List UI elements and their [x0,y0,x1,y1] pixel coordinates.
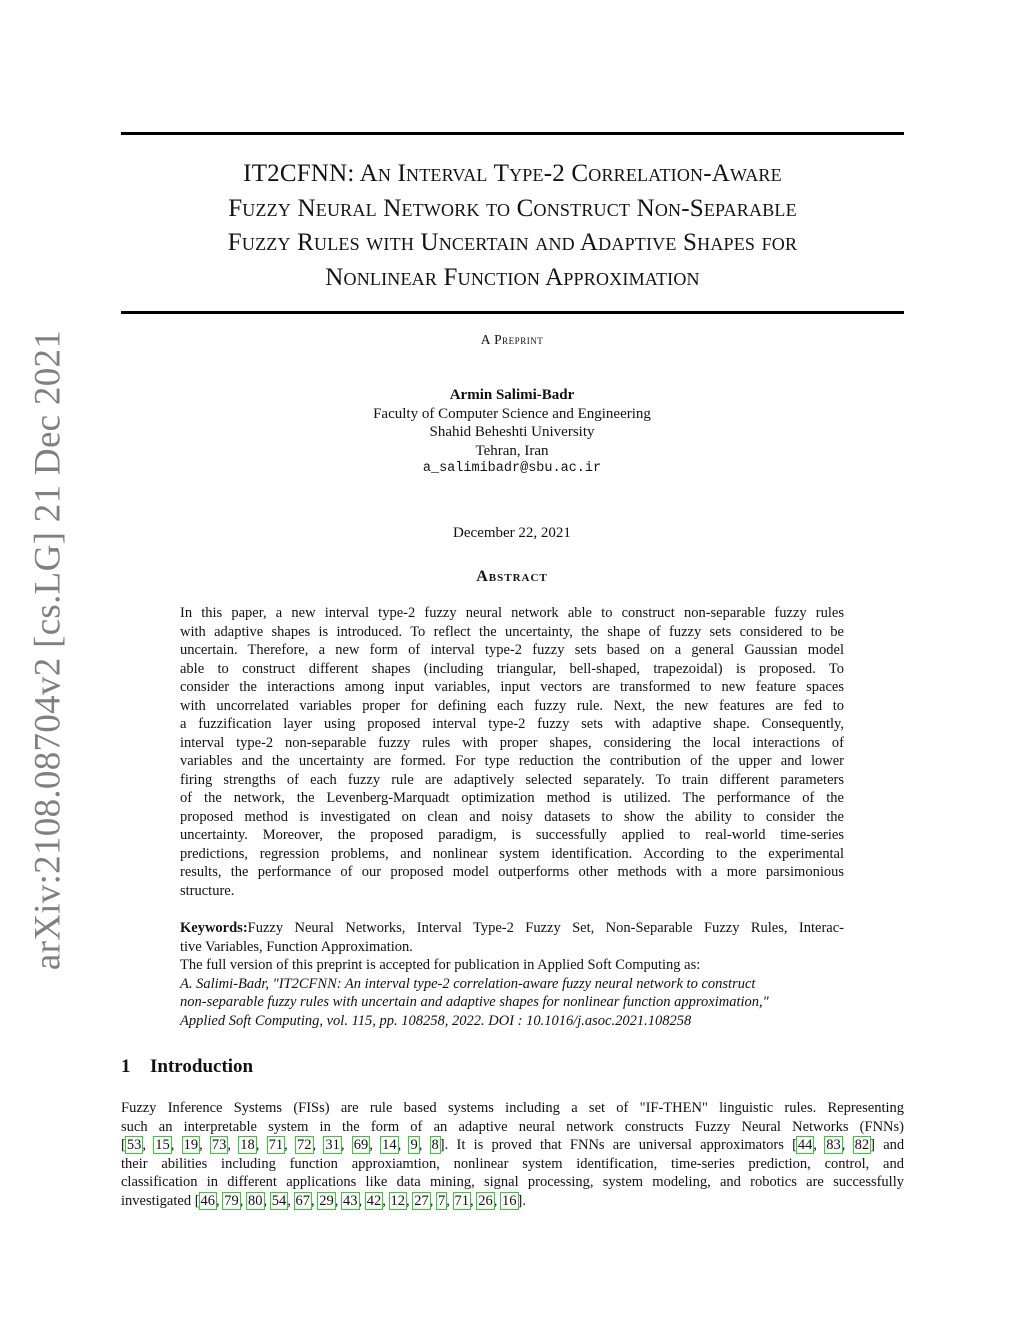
citation-link[interactable]: 16 [502,1192,517,1209]
author-city: Tehran, Iran [475,442,549,459]
author-university: Shahid Beheshti University [429,424,595,440]
citation-line: non-separable fuzzy rules with uncertain and adaptive shapes for nonlinear function approximation," [180,994,769,1010]
citation-link[interactable]: 19 [183,1137,199,1153]
keywords-line: tive Variables, Function Approximation. [180,938,413,955]
intro-text: It is proved that FNNs are universal approximators [456,1137,784,1153]
citation-link[interactable]: 54 [271,1192,287,1209]
citation-line: A. Salimi-Badr, "IT2CFNN: An interval type-2 correlation-aware fuzzy neural network to construct [180,975,756,992]
citation-group-c: 46, 79, 80, 54, 67, 29, 43, 42, 12, 27, 7, 71, 26, 16 [200,1192,517,1209]
abstract-line: a fuzzification layer using proposed interval type-2 fuzzy sets with adaptive shape. Consequently, [180,716,844,732]
paper-date: December 22, 2021 [453,525,571,541]
citation-link[interactable]: 12 [390,1192,406,1209]
author-name: Armin Salimi-Badr [449,387,575,403]
preprint-label: A Preprint [480,332,544,347]
abstract-line: proposed method is investigated on clean and noisy datasets to show the ability to consider the [180,808,844,825]
intro-line: investigated [46, 79, 80, 54, 67, 29, 43, 42, 12, 27, 7, 71, 26, 16]. [121,1192,527,1209]
citation-link[interactable]: 72 [297,1137,312,1153]
intro-line: classification in different applications like data mining, signal processing, system modeling, and robotics are successfully [121,1174,904,1190]
abstract-line: of the network, the Levenberg-Marquadt optimization method is utilized. The performance of the [180,790,844,806]
citation-link[interactable]: 71 [268,1137,284,1153]
abstract-line: structure. [180,882,235,899]
citation-link[interactable]: 79 [224,1192,239,1209]
citation-link[interactable]: 71 [454,1192,470,1209]
intro-line: their abilities including function approxiamtion, nonlinear system identification, time-series prediction, control, and [121,1155,904,1172]
citation-link[interactable]: 9 [410,1137,418,1153]
intro-text: investigated [121,1192,192,1209]
section-number: 1 [121,1056,131,1077]
abstract-line: consider the interactions among input variables, input vectors are transformed to new feature spaces [180,679,844,695]
citation-group-b: 44, 83, 82 [797,1137,870,1153]
abstract-line: able to construct different shapes (including triangular, bell-shaped, trapezoidal) is proposed. To [180,660,844,677]
title-line: Nonlinear Function Approximation [325,263,700,291]
keywords-line [180,919,844,938]
author-block [0,386,1024,479]
title-line: Fuzzy Neural Network to Construct Non-Separable [228,194,797,222]
citation-link[interactable]: 44 [797,1137,813,1153]
citation-link[interactable]: 80 [248,1192,263,1209]
publication-note: The full version of this preprint is accepted for publication in Applied Soft Computing as: [180,957,701,973]
citation-link[interactable]: 18 [240,1137,255,1153]
citation-link[interactable]: 43 [343,1192,358,1209]
title-line: Fuzzy Rules with Uncertain and Adaptive Shapes for [227,229,798,256]
keywords-block [180,919,844,1030]
introduction-paragraph [121,1099,904,1210]
citation-link[interactable]: 27 [414,1192,429,1209]
arxiv-identifier-stamp: arXiv:2108.08704v2 [cs.LG] 21 Dec 2021 [27,329,69,971]
abstract-body [180,604,844,900]
abstract-line: uncertainty. Moreover, the proposed paradigm, is successfully applied to real-world time-series [180,827,844,843]
abstract-line: interval type-2 non-separable fuzzy rules with proper shapes, considering the local interactions of [180,734,844,751]
abstract-line: variables and the uncertainty are formed. For type reduction the contribution of the upper and lower [180,753,844,769]
title-line: IT2CFNN: An Interval Type-2 Correlation-Aware [243,160,782,187]
citation-link[interactable]: 73 [211,1137,227,1153]
citation-link[interactable]: 14 [382,1137,397,1153]
abstract-line: with adaptive shapes is introduced. To reflect the uncertainty, the shape of fuzzy sets considered to be [180,623,844,640]
citation-link[interactable]: 82 [854,1137,870,1153]
citation-group-a: 53, 15, 19, 73, 18, 71, 72, 31, 69, 14, 9, 8 [126,1137,439,1153]
title-top-rule [121,132,904,135]
citation-link[interactable]: 69 [353,1137,369,1153]
citation-link[interactable]: 7 [438,1192,446,1209]
keywords-text: Fuzzy Neural Networks, Interval Type-2 Fuzzy Set, Non-Separable Fuzzy Rules, Interac- [247,920,844,936]
abstract-heading: Abstract [476,568,548,585]
citation-link[interactable]: 46 [200,1192,216,1209]
citation-link[interactable]: 53 [126,1137,142,1153]
section-heading [121,1056,253,1078]
author-faculty: Faculty of Computer Science and Engineering [373,405,651,422]
citation-link[interactable]: 8 [431,1137,439,1153]
paper-title [121,157,904,295]
citation-link[interactable]: 42 [366,1192,382,1209]
intro-line: [53, 15, 19, 73, 18, 71, 72, 31, 69, 14, 9, 8]. It is proved that FNNs are universal approximators [44, 83, 82] and [121,1137,905,1153]
keywords-label: Keywords: [180,920,248,936]
abstract-line: firing strengths of each fuzzy rule are adaptively selected separately. To train different parameters [180,771,844,788]
intro-text: and [883,1137,905,1153]
citation-link[interactable]: 26 [478,1192,493,1209]
abstract-line: predictions, regression problems, and nonlinear system identification. According to the experimental [180,845,844,862]
citation-line: Applied Soft Computing, vol. 115, pp. 108258, 2022. DOI : 10.1016/j.asoc.2021.108258 [180,1012,692,1029]
title-bottom-rule [121,311,904,314]
intro-line: Fuzzy Inference Systems (FISs) are rule based systems including a set of "IF-THEN" linguistic rules. Representing [121,1100,904,1116]
abstract-line: with uncorrelated variables proper for defining each fuzzy rule. Next, the new features are fed to [180,697,844,714]
citation-link[interactable]: 83 [826,1137,841,1153]
citation-link[interactable]: 29 [319,1192,334,1209]
section-title: Introduction [150,1056,254,1077]
author-email[interactable]: a_salimibadr@sbu.ac.ir [422,461,602,476]
citation-link[interactable]: 15 [155,1137,170,1153]
citation-link[interactable]: 67 [295,1192,311,1209]
abstract-line: uncertain. Therefore, a new form of interval type-2 fuzzy sets based on a general Gaussian model [180,642,844,658]
intro-line: such an interpretable system in the form of an adaptive neural network constructs Fuzzy Neural Networks (FNNs) [121,1118,904,1135]
citation-link[interactable]: 31 [325,1137,340,1153]
abstract-line: In this paper, a new interval type-2 fuzzy neural network able to construct non-separable fuzzy rules [180,605,844,621]
abstract-line: results, the performance of our proposed model outperforms other methods with a more parsimonious [180,864,844,880]
